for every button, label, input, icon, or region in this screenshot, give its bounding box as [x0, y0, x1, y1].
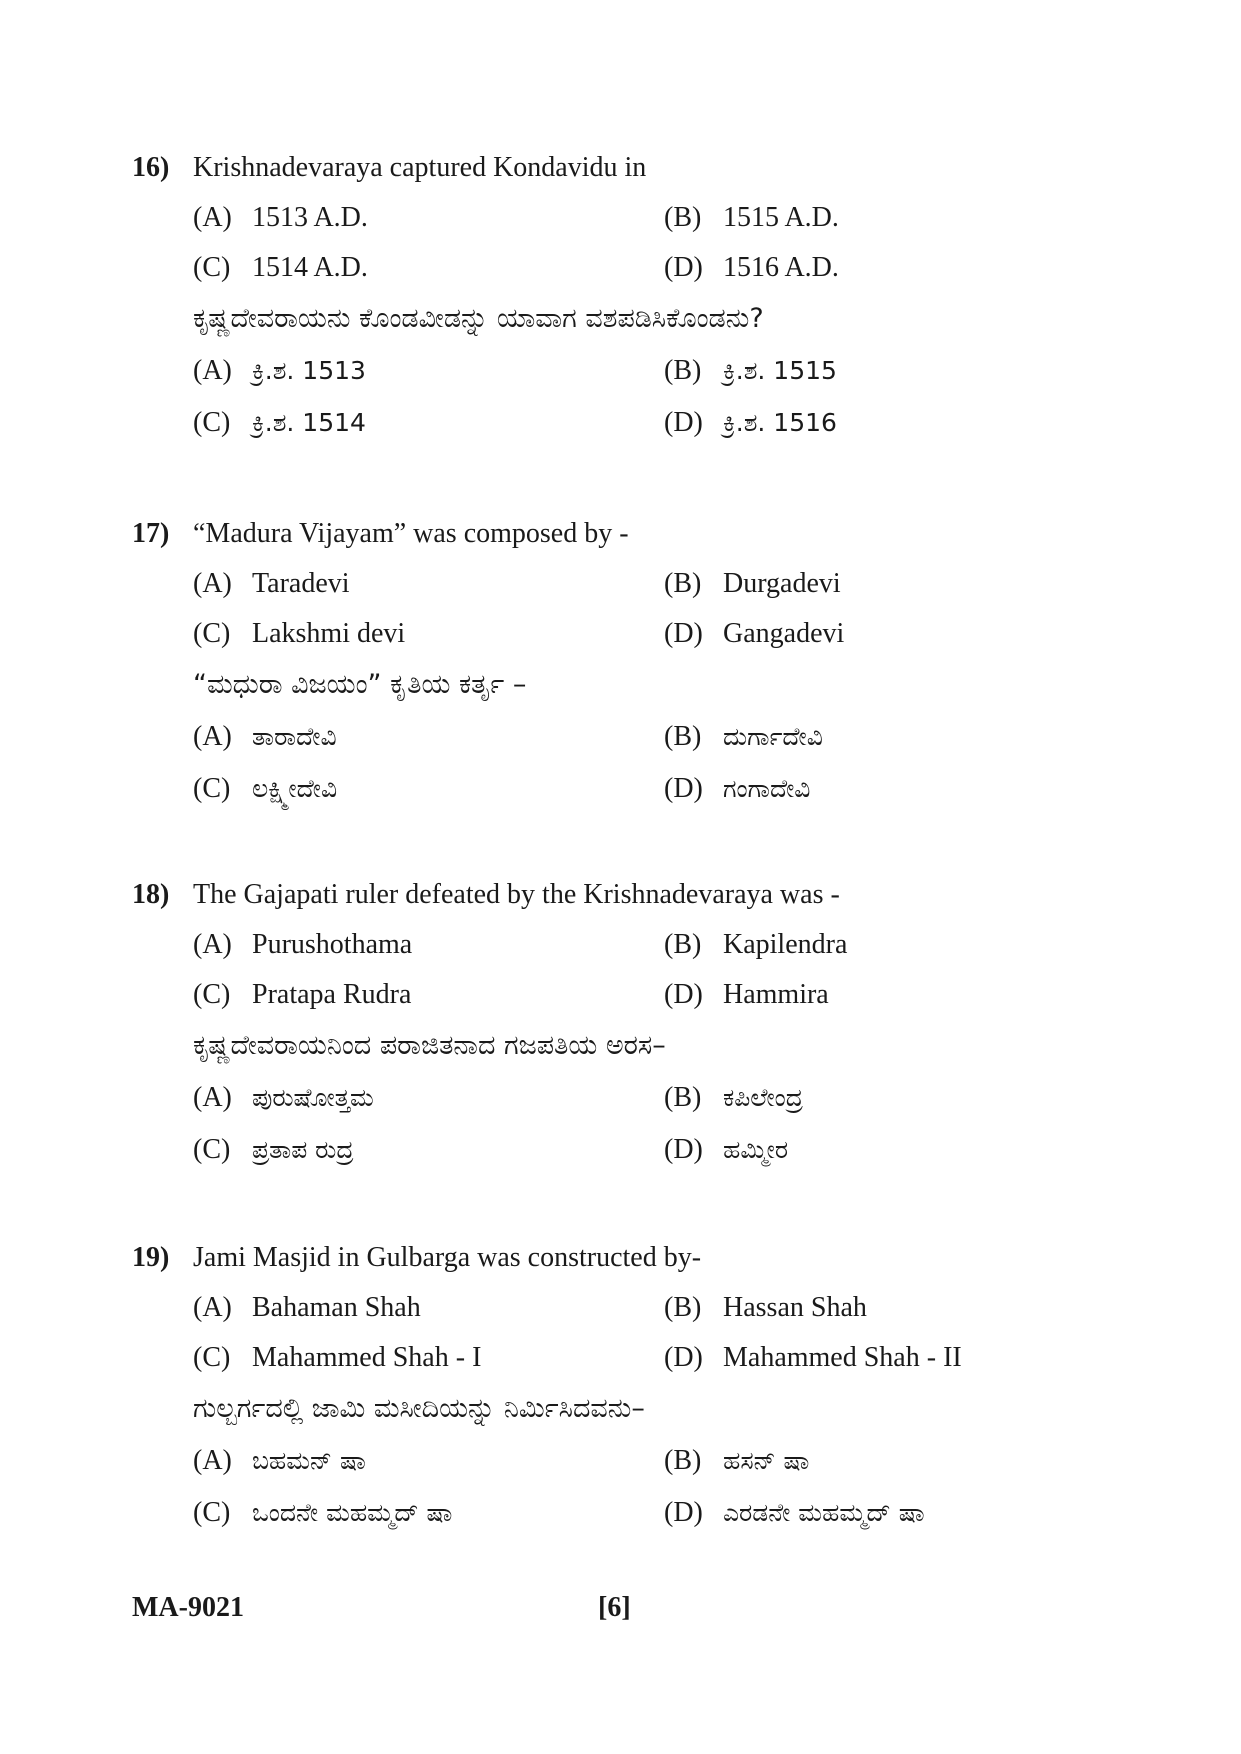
kannada-option-d [664, 397, 837, 449]
question-stem [132, 509, 1132, 559]
kannada-option-d [664, 1487, 925, 1539]
option-text: ಎರಡನೇ ಮಹಮ್ಮದ್ ಷಾ [723, 1498, 925, 1527]
kannada-question-text: ಕೃಷ್ಣದೇವರಾಯನಿಂದ ಪರಾಜಿತನಾದ ಗಜಪತಿಯ ಅರಸ– [193, 1030, 666, 1061]
option-a [193, 559, 350, 609]
option-letter: (C) [193, 1342, 231, 1373]
kannada-options-row [132, 1487, 1132, 1539]
options-row [132, 609, 1132, 659]
option-text: Hassan Shah [723, 1292, 867, 1323]
option-letter: (C) [193, 407, 231, 438]
option-letter: (D) [664, 979, 703, 1010]
kannada-options-row [132, 711, 1132, 763]
option-letter: (D) [664, 1342, 703, 1373]
option-c [193, 609, 405, 659]
option-letter: (D) [664, 1134, 703, 1165]
option-text: Lakshmi devi [252, 618, 406, 649]
option-d [664, 609, 844, 659]
kannada-option-d [664, 1124, 788, 1176]
kannada-option-b [664, 345, 837, 397]
question-number: 18) [132, 879, 170, 910]
option-letter: (B) [664, 1082, 702, 1113]
option-letter: (C) [193, 1497, 231, 1528]
option-a [193, 193, 368, 243]
question-number: 16) [132, 152, 170, 183]
option-letter: (D) [664, 773, 703, 804]
options-row [132, 1283, 1132, 1333]
question-stem [132, 1233, 1132, 1283]
option-text: Gangadevi [723, 618, 845, 649]
option-letter: (A) [193, 202, 232, 233]
option-letter: (B) [664, 568, 702, 599]
option-letter: (B) [664, 929, 702, 960]
kannada-option-b [664, 711, 823, 763]
option-text: ಒಂದನೇ ಮಹಮ್ಮದ್ ಷಾ [252, 1498, 453, 1527]
option-letter: (A) [193, 1082, 232, 1113]
option-c [193, 243, 368, 293]
kannada-options-row [132, 345, 1132, 397]
kannada-options-row [132, 1072, 1132, 1124]
option-text: Purushothama [252, 929, 413, 960]
option-letter: (C) [193, 618, 231, 649]
kannada-option-b [664, 1072, 803, 1124]
question-text: “Madura Vijayam” was composed by - [193, 518, 629, 549]
option-letter: (A) [193, 1445, 232, 1476]
options-row [132, 193, 1132, 243]
option-letter: (A) [193, 721, 232, 752]
kannada-options-row [132, 1124, 1132, 1176]
option-letter: (A) [193, 355, 232, 386]
option-letter: (C) [193, 979, 231, 1010]
kannada-option-a [193, 1435, 366, 1487]
option-text: 1513 A.D. [252, 202, 368, 233]
option-b [664, 559, 841, 609]
option-text: ಕ್ರಿ.ಶ. 1514 [252, 408, 366, 437]
option-d [664, 1333, 962, 1383]
option-letter: (D) [664, 252, 703, 283]
option-letter: (C) [193, 773, 231, 804]
kannada-option-b [664, 1435, 809, 1487]
option-letter: (C) [193, 1134, 231, 1165]
options-row [132, 920, 1132, 970]
kannada-options-row [132, 1435, 1132, 1487]
kannada-option-c [193, 1487, 452, 1539]
option-text: Kapilendra [723, 929, 848, 960]
option-text: ಕ್ರಿ.ಶ. 1515 [723, 356, 837, 385]
question-18 [132, 870, 1132, 1176]
kannada-options-row [132, 397, 1132, 449]
option-text: Bahaman Shah [252, 1292, 421, 1323]
option-letter: (D) [664, 618, 703, 649]
option-text: Pratapa Rudra [252, 979, 412, 1010]
option-letter: (A) [193, 568, 232, 599]
options-row [132, 970, 1132, 1020]
kannada-question-text: ಕೃಷ್ಣದೇವರಾಯನು ಕೊಂಡವೀಡನ್ನು ಯಾವಾಗ ವಶಪಡಿಸಿಕೊಂಡನು? [193, 303, 764, 334]
option-letter: (D) [664, 407, 703, 438]
option-letter: (B) [664, 721, 702, 752]
option-text: Hammira [723, 979, 829, 1010]
option-letter: (B) [664, 202, 702, 233]
question-16 [132, 143, 1132, 449]
kannada-option-a [193, 1072, 374, 1124]
option-b [664, 920, 847, 970]
option-text: ಹಸನ್ ಷಾ [723, 1446, 810, 1475]
question-text: The Gajapati ruler defeated by the Krishnadevaraya was - [193, 879, 840, 910]
option-letter: (A) [193, 929, 232, 960]
option-text: Taradevi [252, 568, 350, 599]
option-letter: (D) [664, 1497, 703, 1528]
option-a [193, 920, 412, 970]
question-text: Jami Masjid in Gulbarga was constructed by- [193, 1242, 702, 1273]
option-text: 1514 A.D. [252, 252, 368, 283]
option-letter: (A) [193, 1292, 232, 1323]
option-c [193, 1333, 481, 1383]
kannada-option-a [193, 345, 366, 397]
options-row [132, 243, 1132, 293]
option-text: ಕ್ರಿ.ಶ. 1513 [252, 356, 366, 385]
option-b [664, 193, 839, 243]
page-footer [132, 1588, 1132, 1628]
option-letter: (B) [664, 1292, 702, 1323]
options-row [132, 559, 1132, 609]
question-number: 19) [132, 1242, 170, 1273]
option-text: 1515 A.D. [723, 202, 839, 233]
kannada-option-c [193, 1124, 354, 1176]
option-text: ಕ್ರಿ.ಶ. 1516 [723, 408, 837, 437]
question-stem [132, 143, 1132, 193]
option-text: ಕಪಿಲೇಂದ್ರ [723, 1083, 804, 1112]
option-d [664, 243, 839, 293]
kannada-question-text: ಗುಲ್ಬರ್ಗದಲ್ಲಿ ಜಾಮಿ ಮಸೀದಿಯನ್ನು ನಿರ್ಮಿಸಿದವನು– [193, 1393, 645, 1424]
option-text: ಪ್ರತಾಪ ರುದ್ರ [252, 1135, 354, 1164]
option-text: Mahammed Shah - I [252, 1342, 482, 1373]
option-a [193, 1283, 421, 1333]
option-text: Mahammed Shah - II [723, 1342, 962, 1373]
paper-code: MA-9021 [132, 1592, 244, 1623]
question-19 [132, 1233, 1132, 1539]
kannada-option-d [664, 763, 810, 815]
kannada-option-c [193, 763, 337, 815]
option-c [193, 970, 411, 1020]
kannada-question-text: “ಮಧುರಾ ವಿಜಯಂ” ಕೃತಿಯ ಕರ್ತೃ – [193, 669, 527, 700]
option-text: ತಾರಾದೇವಿ [252, 722, 337, 751]
question-text: Krishnadevaraya captured Kondavidu in [193, 152, 647, 183]
options-row [132, 1333, 1132, 1383]
page-number: [6] [598, 1592, 631, 1623]
question-number: 17) [132, 518, 170, 549]
kannada-option-c [193, 397, 366, 449]
option-text: ಗಂಗಾದೇವಿ [723, 774, 811, 803]
question-stem [132, 870, 1132, 920]
kannada-options-row [132, 763, 1132, 815]
option-text: ಹಮ್ಮೀರ [723, 1135, 789, 1164]
option-b [664, 1283, 867, 1333]
option-text: Durgadevi [723, 568, 841, 599]
option-letter: (B) [664, 355, 702, 386]
option-text: 1516 A.D. [723, 252, 839, 283]
option-text: ದುರ್ಗಾದೇವಿ [723, 722, 823, 751]
option-d [664, 970, 829, 1020]
question-17 [132, 509, 1132, 815]
option-text: ಲಕ್ಷ್ಮೀದೇವಿ [252, 774, 338, 803]
kannada-option-a [193, 711, 337, 763]
option-text: ಬಹಮನ್ ಷಾ [252, 1446, 366, 1475]
option-text: ಪುರುಷೋತ್ತಮ [252, 1083, 374, 1112]
option-letter: (B) [664, 1445, 702, 1476]
option-letter: (C) [193, 252, 231, 283]
